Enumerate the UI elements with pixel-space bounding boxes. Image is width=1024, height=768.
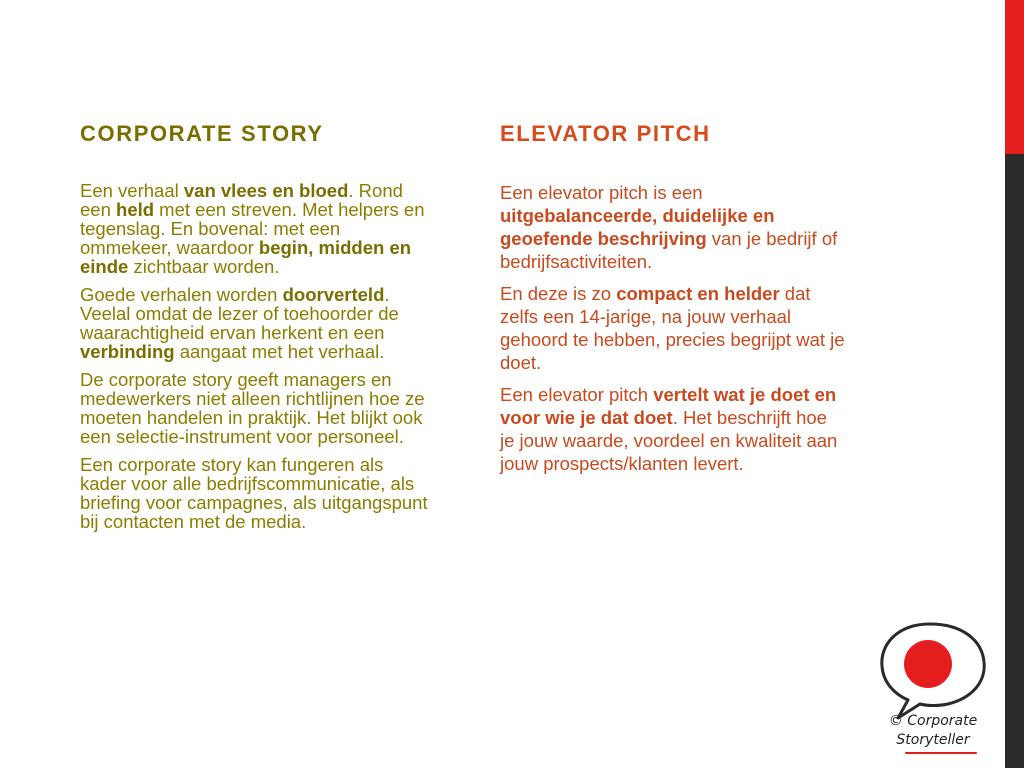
- corporate-story-body: [80, 181, 430, 540]
- text-run: Een corporate story kan fungeren als kader voor alle bedrijfscommunicatie, als briefing voor campagnes, als uitgangspunt bij contacten met de media.: [80, 454, 428, 532]
- text-run-bold: uitgebalanceerde, duidelijke en geoefende beschrijving: [500, 205, 775, 249]
- text-run-bold: vertelt wat je doet en voor wie je dat doet: [500, 384, 837, 428]
- accent-bar-dark: [1005, 154, 1024, 768]
- text-run: Een elevator pitch: [500, 384, 654, 405]
- elevator-pitch-paragraph-1: [500, 181, 845, 273]
- logo-caption-line-1: © Corporate: [888, 713, 978, 729]
- text-run: met een streven. Met helpers en tegenslag. En bovenal: met een ommekeer, waardoor: [80, 199, 425, 258]
- text-run-bold: held: [116, 199, 155, 220]
- logo-underline: [905, 752, 977, 754]
- text-run: dat zelfs een 14-jarige, na jouw verhaal gehoord te hebben, precies begrijpt wat je doet.: [500, 283, 845, 373]
- text-run: Goede verhalen worden: [80, 284, 283, 305]
- elevator-pitch-paragraph-2: [500, 282, 845, 374]
- corporate-story-heading: CORPORATE STORY: [80, 121, 324, 146]
- corporate-story-paragraph-3: [80, 370, 430, 446]
- text-run-bold: begin, midden en einde: [80, 237, 412, 277]
- corporate-story-paragraph-2: [80, 285, 430, 361]
- elevator-pitch-body: [500, 181, 845, 484]
- elevator-pitch-heading: ELEVATOR PITCH: [500, 121, 711, 146]
- text-run: En deze is zo: [500, 283, 617, 304]
- logo-caption-line-2: Storyteller: [896, 732, 970, 748]
- corporate-story-paragraph-1: [80, 181, 430, 276]
- accent-bar-red: [1005, 0, 1024, 154]
- logo-caption: [872, 712, 994, 750]
- text-run-bold: compact en helder: [616, 283, 780, 304]
- text-run: Een verhaal: [80, 180, 184, 201]
- text-run: . Veelal omdat de lezer of toehoorder de waarachtigheid ervan herkent en een: [80, 284, 399, 343]
- text-run: . Rond een: [80, 180, 403, 220]
- text-run: Een elevator pitch is een: [500, 182, 703, 203]
- elevator-pitch-paragraph-3: [500, 383, 845, 475]
- text-run: van je bedrijf of bedrijfsactiviteiten.: [500, 228, 838, 272]
- text-run-bold: van vlees en bloed: [183, 180, 349, 201]
- text-run: zichtbaar worden.: [128, 256, 280, 277]
- text-run-bold: doorverteld: [282, 284, 385, 305]
- text-run: . Het beschrijft hoe je jouw waarde, voordeel en kwaliteit aan jouw prospects/klanten levert.: [500, 407, 838, 474]
- text-run-bold: verbinding: [80, 341, 175, 362]
- text-run: De corporate story geeft managers en medewerkers niet alleen richtlijnen hoe ze moeten handelen in praktijk. Het blijkt ook een selectie-instrument voor personeel.: [80, 369, 425, 447]
- text-run: aangaat met het verhaal.: [174, 341, 385, 362]
- corporate-story-paragraph-4: [80, 455, 430, 531]
- logo-sun: [904, 640, 952, 688]
